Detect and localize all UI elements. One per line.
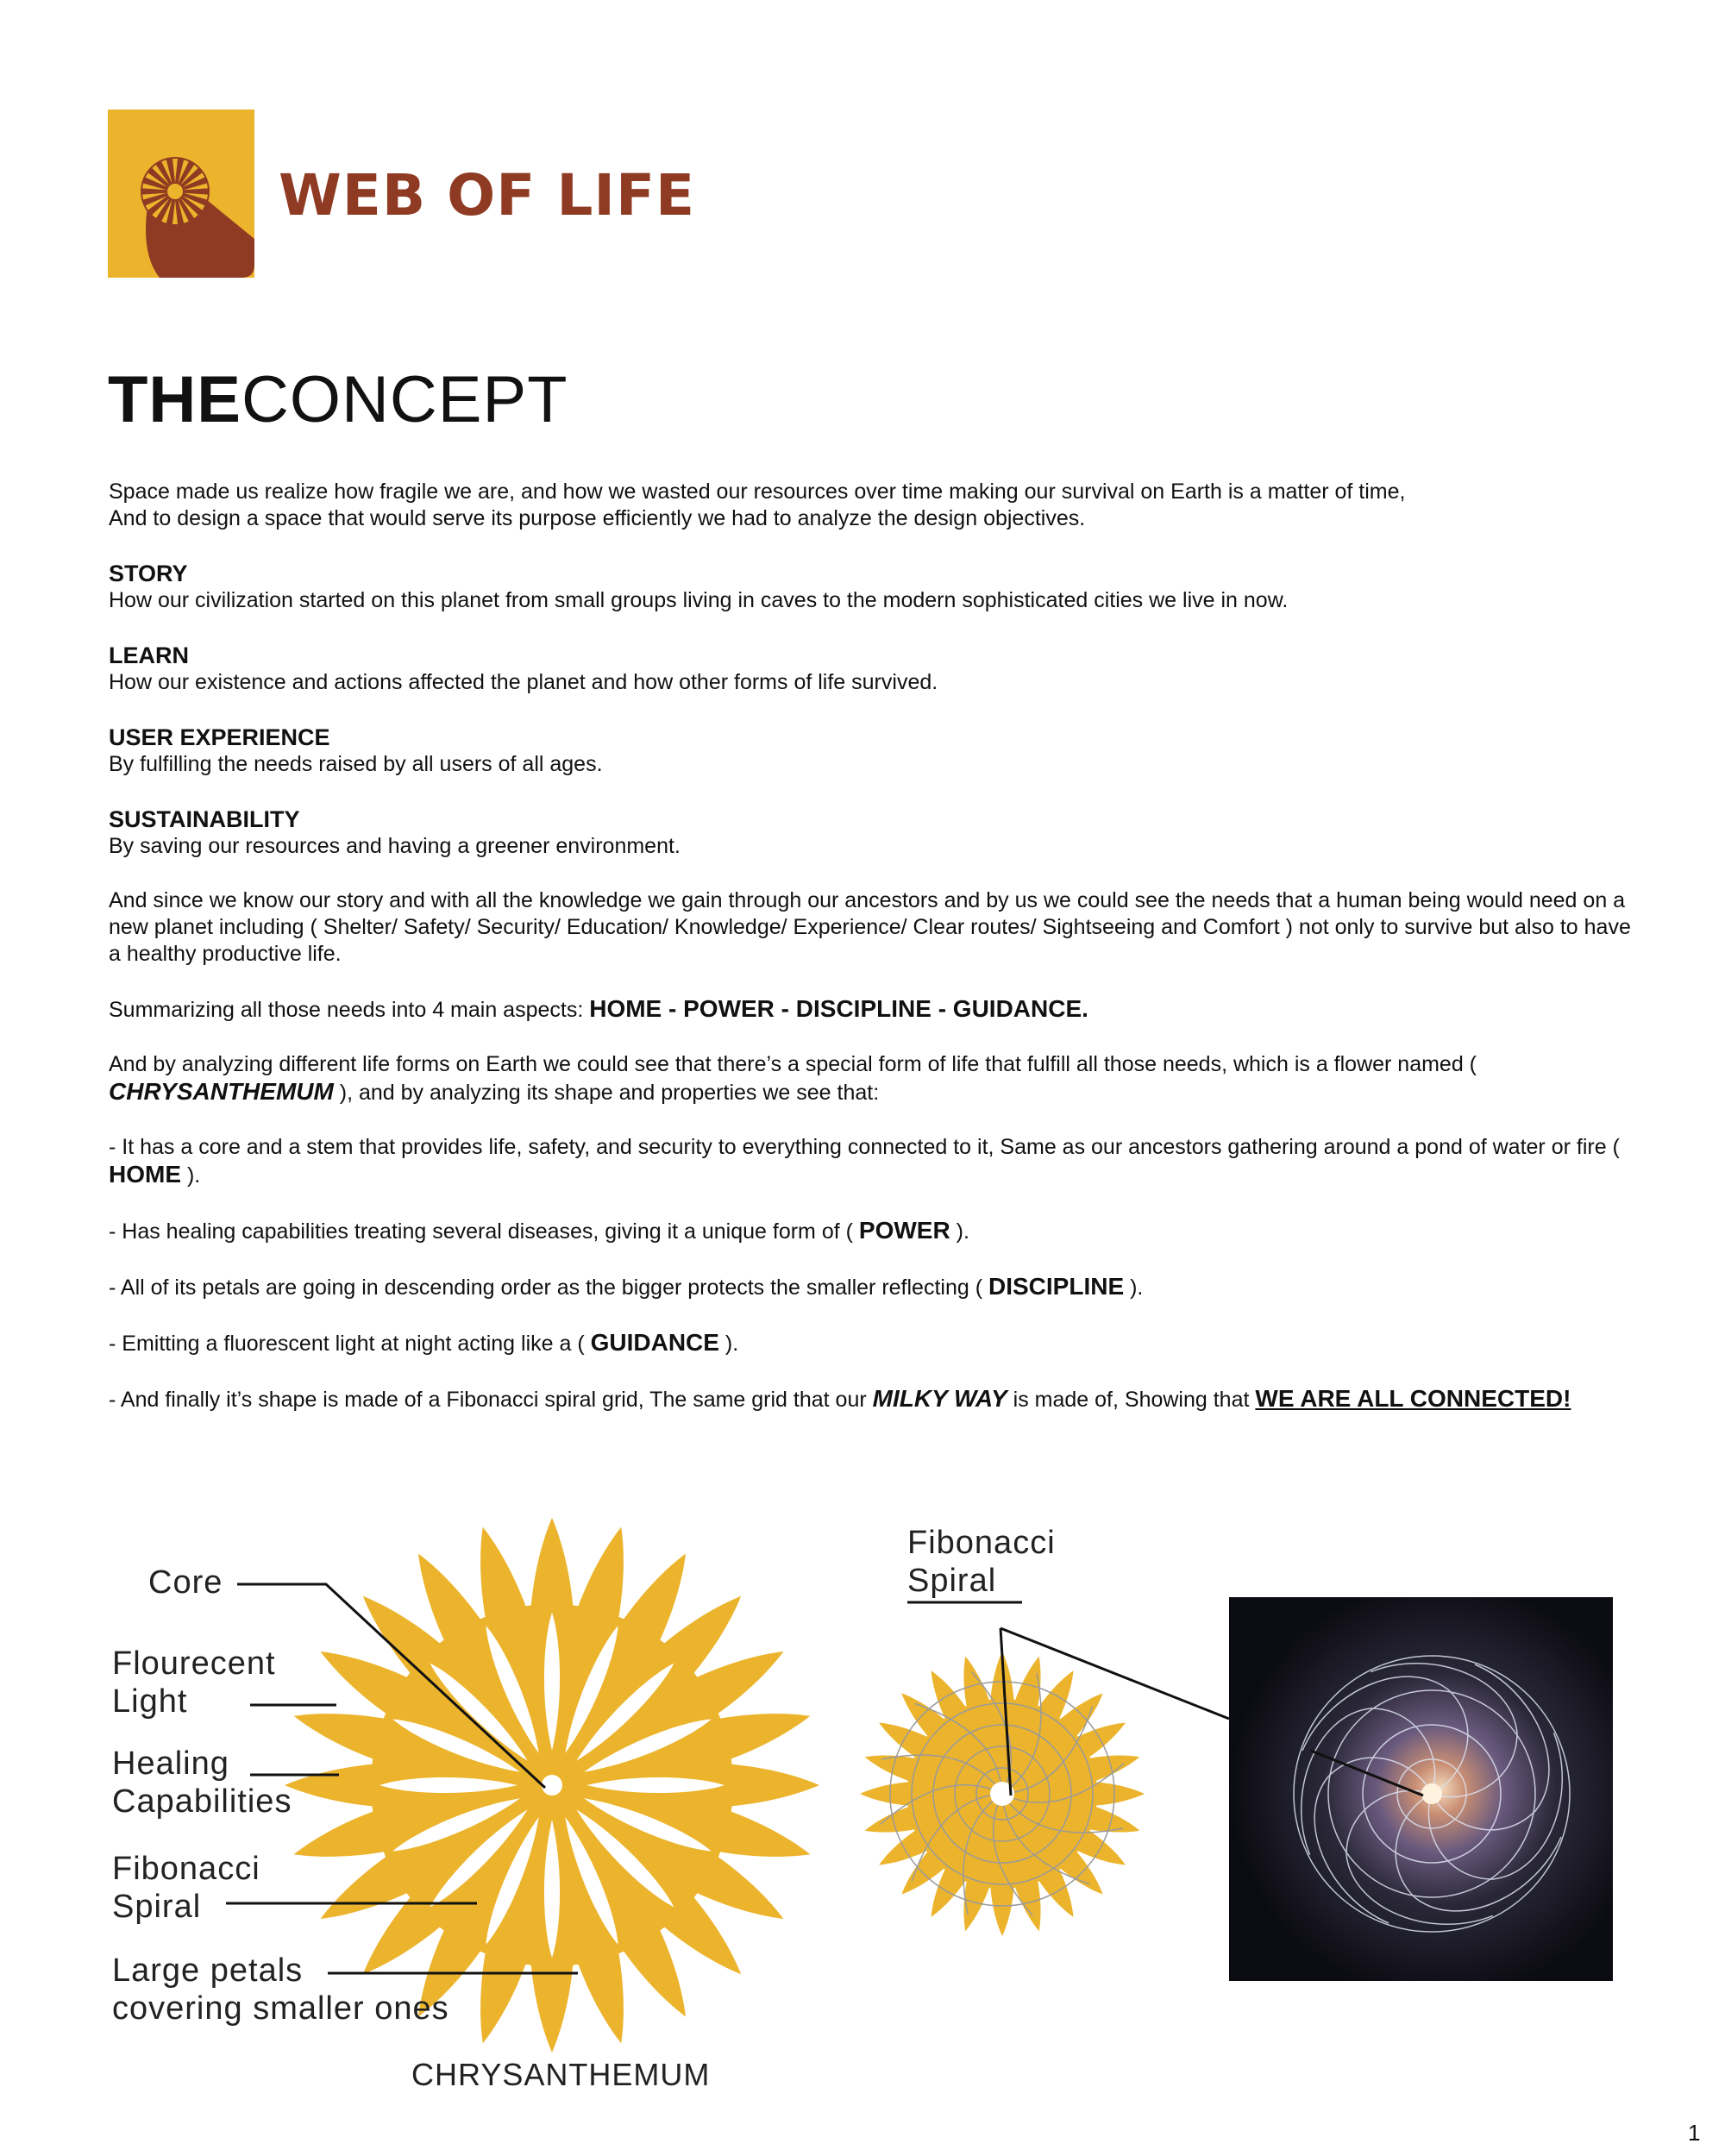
title-bold: THE: [108, 363, 242, 436]
chrysanthemum-caption: CHRYSANTHEMUM: [411, 2057, 711, 2092]
flower-before: And by analyzing different life forms on Earth we could see that there’s a special form of life that fulfill all those needs, which is a flower named (: [109, 1052, 1477, 1076]
section-text-user-experience: By fulfilling the needs raised by all users of all ages.: [109, 752, 603, 776]
point-text: - Emitting a fluorescent light at night acting like a (: [109, 1332, 591, 1356]
we-are-all-connected: WE ARE ALL CONNECTED!: [1255, 1385, 1571, 1412]
point-text: ).: [181, 1163, 201, 1188]
section-heading-learn: LEARN: [109, 642, 189, 668]
label-core: Core: [148, 1564, 223, 1601]
needs-paragraph: And since we know our story and with all the knowledge we gain through our ancestors and by us we could see the needs that a human being would need on a new planet including ( Shelter/ Safety/ Security/ Education/ Knowledge/ Experience/ Clear routes/ Sightseeing and Comfort ) not only to survive but also to have a healthy productive life.: [109, 888, 1631, 966]
page-number: 1: [1688, 2120, 1701, 2146]
label-large-petals: Large petals: [112, 1952, 304, 1989]
flower-after: ), and by analyzing its shape and properties we see that:: [333, 1081, 880, 1105]
finale-mid: is made of, Showing that: [1007, 1388, 1256, 1412]
label-spiral: Spiral: [112, 1889, 202, 1925]
point-text: - All of its petals are going in descending order as the bigger protects the smaller reflecting (: [109, 1275, 988, 1300]
spiral-label-spiral: Spiral: [907, 1563, 997, 1599]
milky-way: MILKY WAY: [872, 1385, 1007, 1412]
brand-name: WEB OF LIFE: [279, 162, 696, 229]
intro-line-1: Space made us realize how fragile we are, and how we wasted our resources over time making our survival on Earth is a matter of time,: [109, 479, 1406, 504]
spiral-flower-illustration: [860, 1651, 1145, 1936]
label-capabilities: Capabilities: [112, 1783, 292, 1820]
section-text-sustainability: By saving our resources and having a greener environment.: [109, 834, 681, 858]
section-text-story: How our civilization started on this planet from small groups living in caves to the modern sophisticated cities we live in now.: [109, 588, 1289, 612]
label-flourecent: Flourecent: [112, 1645, 276, 1682]
spiral-label-fibonacci: Fibonacci: [907, 1525, 1056, 1561]
section-heading-sustainability: SUSTAINABILITY: [109, 806, 300, 832]
point-key: DISCIPLINE: [988, 1273, 1125, 1300]
milky-way-image: [1229, 1597, 1613, 1981]
section-text-learn: How our existence and actions affected the planet and how other forms of life survived.: [109, 670, 938, 694]
section-heading-user-experience: USER EXPERIENCE: [109, 724, 330, 750]
point-key: POWER: [858, 1217, 950, 1244]
point-text: - It has a core and a stem that provides life, safety, and security to everything connected to it, Same as our ancestors gathering around a pond of water or fire (: [109, 1135, 1620, 1159]
section-heading-story: STORY: [109, 561, 188, 586]
label-fibonacci: Fibonacci: [112, 1851, 260, 1887]
point-text: - Has healing capabilities treating several diseases, giving it a unique form of (: [109, 1219, 859, 1244]
finale-before: - And finally it’s shape is made of a Fibonacci spiral grid, The same grid that our: [109, 1388, 873, 1412]
label-healing: Healing: [112, 1745, 229, 1782]
intro-line-2: And to design a space that would serve its purpose efficiently we had to analyze the design objectives.: [109, 506, 1086, 530]
point-key: HOME: [109, 1161, 181, 1188]
point-key: GUIDANCE: [590, 1329, 719, 1356]
point-text: ).: [950, 1219, 969, 1244]
point-text: ).: [1124, 1275, 1144, 1300]
point-text: ).: [718, 1332, 739, 1356]
label-light: Light: [112, 1683, 188, 1720]
label-covering-smaller: covering smaller ones: [112, 1990, 449, 2027]
title-regular: CONCEPT: [242, 363, 568, 436]
flower-name: CHRYSANTHEMUM: [109, 1078, 334, 1105]
summary-text: Summarizing all those needs into 4 main aspects:: [109, 998, 590, 1022]
summary-aspects: HOME - POWER - DISCIPLINE - GUIDANCE.: [589, 995, 1088, 1022]
